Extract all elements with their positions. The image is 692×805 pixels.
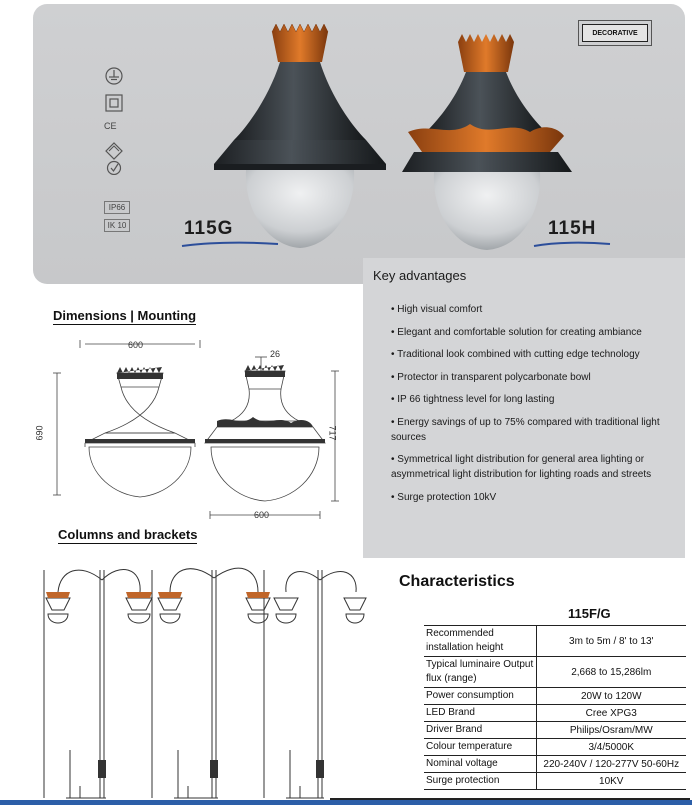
spec-key: Surge protection: [424, 773, 536, 790]
characteristics-title: Characteristics: [399, 573, 515, 590]
table-row: [424, 705, 686, 722]
key-advantages-title: Key advantages: [373, 268, 467, 283]
list-item: • Elegant and comfortable solution for creating ambiance: [391, 326, 642, 338]
spec-key: Recommended installation height: [424, 626, 536, 657]
ik10-badge: IK 10: [104, 219, 130, 232]
spec-value: 220-240V / 120-277V 50-60Hz: [536, 756, 686, 773]
spec-key: Power consumption: [424, 688, 536, 705]
dimensions-drawing: [45, 335, 355, 525]
ip66-badge: IP66: [104, 201, 130, 214]
table-row: [424, 739, 686, 756]
spec-key: Driver Brand: [424, 722, 536, 739]
spec-value: Cree XPG3: [536, 705, 686, 722]
key-advantages-panel: [363, 258, 685, 558]
spec-key: LED Brand: [424, 705, 536, 722]
table-row: [424, 688, 686, 705]
spec-key: Typical luminaire Output flux (range): [424, 657, 536, 688]
table-row: [424, 626, 686, 657]
spec-value: Philips/Osram/MW: [536, 722, 686, 739]
dimension-width-bottom: 600: [254, 510, 270, 520]
quality-check-icon: [108, 162, 121, 175]
enec-icon: [106, 143, 122, 159]
spec-value: 2,668 to 15,286lm: [536, 657, 686, 688]
certification-icons: [103, 65, 125, 175]
model-label-115h: 115H: [548, 218, 597, 239]
double-insulation-icon: [106, 95, 122, 111]
list-item: • Energy savings of up to 75% compared with traditional light sources: [391, 416, 660, 443]
decorative-badge: DECORATIVE: [582, 24, 648, 42]
columns-drawing: [20, 550, 370, 802]
model-underline-swoosh-2: [532, 240, 612, 250]
list-item: • IP 66 tightness level for long lasting: [391, 394, 555, 405]
table-row: [424, 657, 686, 688]
spec-value: 10KV: [536, 773, 686, 790]
dimension-height-left: 690: [34, 425, 45, 441]
list-item: • Symmetrical light distribution for general area lighting or asymmetrical light distribution for lighting roads and streets: [391, 454, 652, 480]
list-item: • Protector in transparent polycarbonate bowl: [391, 371, 591, 383]
list-item: • Traditional look combined with cutting edge technology: [391, 349, 640, 360]
list-item: • High visual comfort: [391, 304, 483, 315]
spec-key: Colour temperature: [424, 739, 536, 756]
ce-mark: CE: [104, 121, 117, 131]
model-underline-swoosh: [180, 240, 280, 250]
advantages-list: [391, 302, 675, 512]
columns-brackets-title: Columns and brackets: [58, 527, 198, 542]
dimension-height-right: 717: [327, 425, 338, 441]
table-row: [424, 722, 686, 739]
characteristics-table: [424, 625, 686, 790]
list-item: • Surge protection 10kV: [391, 491, 497, 503]
footer-accent-bar: [0, 800, 692, 805]
table-row: [424, 773, 686, 790]
spec-key: Nominal voltage: [424, 756, 536, 773]
earth-ground-icon: [106, 68, 122, 84]
characteristics-model: 115F/G: [568, 606, 611, 621]
dimension-offset-top: 26: [270, 349, 281, 359]
model-label-115g: 115G: [184, 218, 234, 239]
spec-value: 3/4/5000K: [536, 739, 686, 756]
dimension-width-top: 600: [128, 340, 144, 350]
spec-value: 3m to 5m / 8' to 13': [536, 626, 686, 657]
table-row: [424, 756, 686, 773]
dimensions-title: Dimensions | Mounting: [53, 308, 197, 323]
spec-value: 20W to 120W: [536, 688, 686, 705]
